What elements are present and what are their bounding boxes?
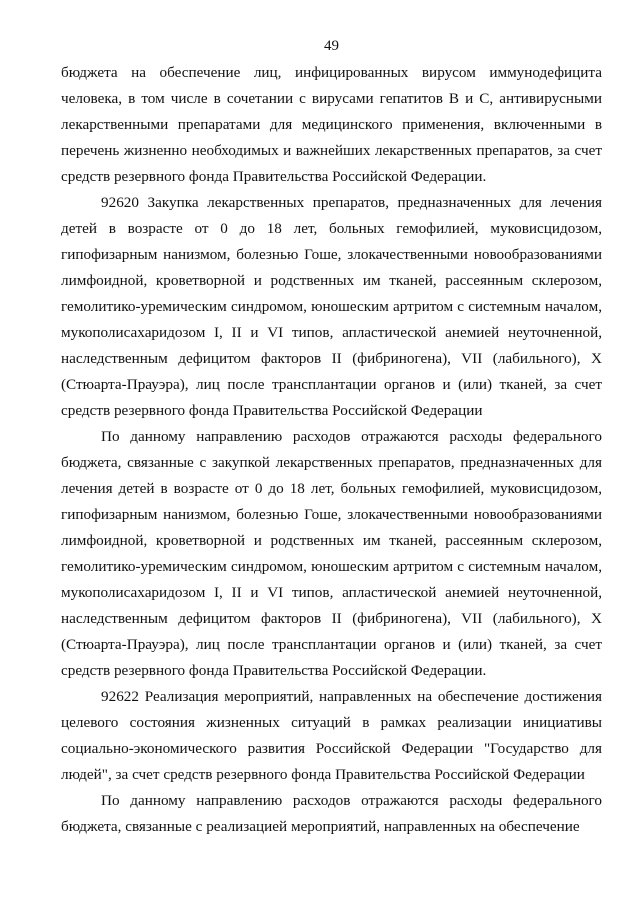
- paragraph-continuation: бюджета на обеспечение лиц, инфицированных вирусом иммунодефицита человека, в том числе в сочетании с вирусами гепатитов B и C, антивирусными лекарственными препаратами для медицинского применения, включенными в перечень жизненно необходимых и важнейших лекарственных препаратов, за счет средств резервного фонда Правительства Российской Федерации.: [61, 64, 602, 185]
- paragraph-92622-heading: 92622 Реализация мероприятий, направленных на обеспечение достижения целевого состояния жизненных ситуаций в рамках реализации инициативы социально-экономического развития Российской Федерации "Государство для людей", за счет средств резервного фонда Правительства Российской Федерации: [61, 688, 602, 783]
- paragraph-92622-description: По данному направлению расходов отражаются расходы федерального бюджета, связанные с реализацией мероприятий, направленных на обеспечение: [61, 792, 602, 835]
- page-number: 49: [324, 38, 339, 54]
- paragraph-92620-description: По данному направлению расходов отражаются расходы федерального бюджета, связанные с закупкой лекарственных препаратов, предназначенных для лечения детей в возрасте от 0 до 18 лет, больных гемофилией, муковисцидозом, гипофизарным нанизмом, болезнью Гоше, злокачественными новообразованиями лимфоидной, кроветворной и родственных им тканей, рассеянным склерозом, гемолитико-уремическим синдромом, юношеским артритом с системным началом, мукополисахаридозом I, II и VI типов, апластической анемией неуточненной, наследственным дефицитом факторов II (фибриногена), VII (лабильного), X (Стюарта-Прауэра), лиц после трансплантации органов и (или) тканей, за счет средств резервного фонда Правительства Российской Федерации.: [61, 428, 602, 679]
- paragraph-92620-heading: 92620 Закупка лекарственных препаратов, предназначенных для лечения детей в возрасте от 0 до 18 лет, больных гемофилией, муковисцидозом, гипофизарным нанизмом, болезнью Гоше, злокачественными новообразованиями лимфоидной, кроветворной и родственных им тканей, рассеянным склерозом, гемолитико-уремическим синдромом, юношеским артритом с системным началом, мукополисахаридозом I, II и VI типов, апластической анемией неуточненной, наследственным дефицитом факторов II (фибриногена), VII (лабильного), X (Стюарта-Прауэра), лиц после трансплантации органов и (или) тканей, за счет средств резервного фонда Правительства Российской Федерации: [61, 194, 602, 419]
